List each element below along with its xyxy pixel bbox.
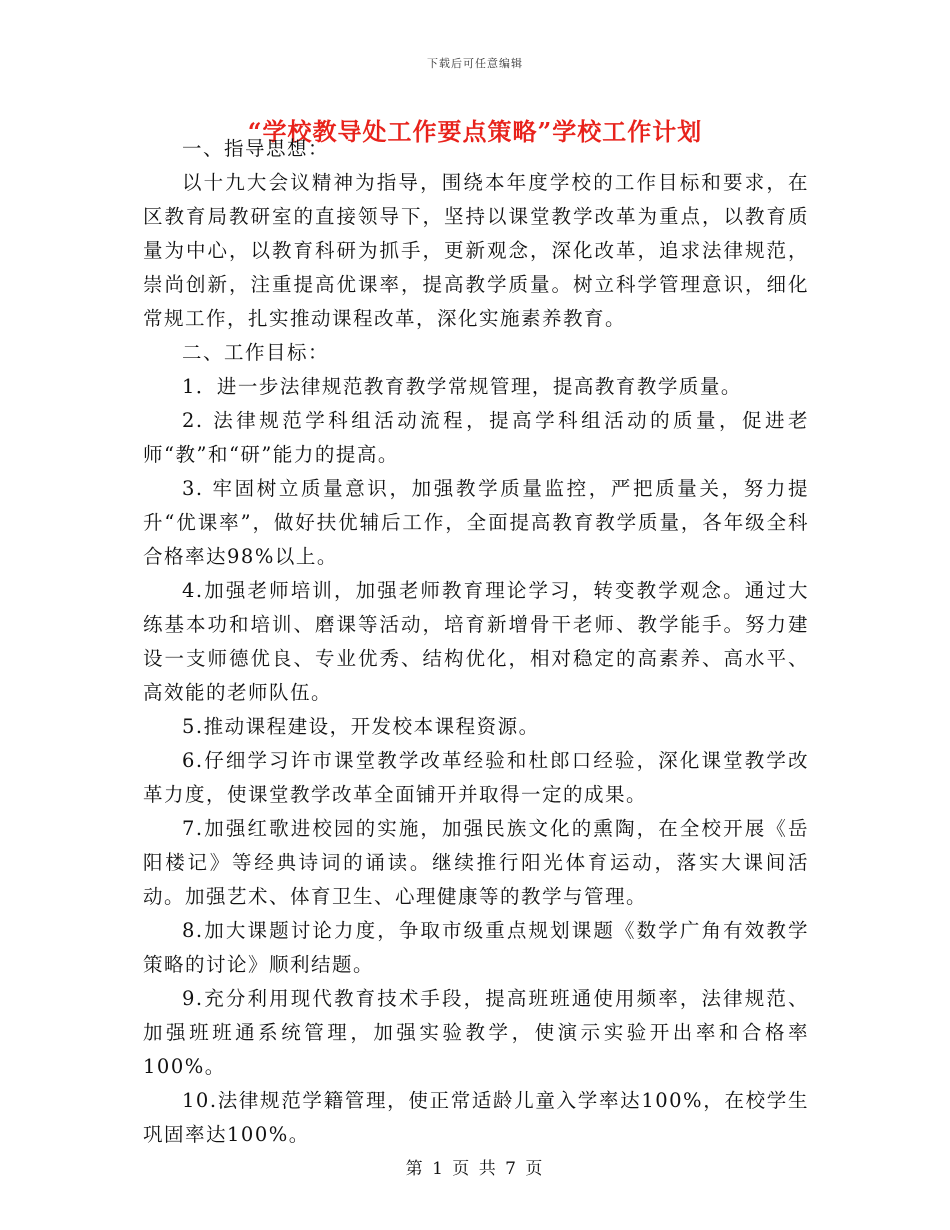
- goal-item-6: 6.仔细学习许市课堂教学改革经验和杜郎口经验，深化课堂教学改革力度，使课堂教学改革全面铺开并取得一定的成果。: [143, 749, 809, 806]
- goal-item-3: 3. 牢固树立质量意识，加强教学质量监控，严把质量关，努力提升“优课率”，做好扶优辅后工作，全面提高教育教学质量，各年级全科合格率达98%以上。: [143, 477, 809, 568]
- page-number-footer: 第 1 页 共 7 页: [405, 1159, 545, 1179]
- goal-item-1: 1．进一步法律规范教育教学常规管理，提高教育教学质量。: [182, 375, 742, 398]
- page-header-note: 下载后可任意编辑: [427, 57, 523, 70]
- paragraph-guiding-ideology: 以十九大会议精神为指导，围绕本年度学校的工作目标和要求，在区教育局教研室的直接领导下，坚持以课堂教学改革为重点，以教育质量为中心，以教育科研为抓手，更新观念，深化改革，追求法律规范，崇尚创新，注重提高优课率，提高教学质量。树立科学管理意识，细化常规工作，扎实推动课程改革，深化实施素养教育。: [143, 171, 809, 330]
- section-heading-work-goals: 二、工作目标：: [182, 341, 330, 364]
- document-body: [143, 132, 809, 1152]
- goal-item-2: 2. 法律规范学科组活动流程，提高学科组活动的质量，促进老师“教”和“研”能力的提高。: [143, 409, 809, 466]
- goal-item-10: 10.法律规范学籍管理，使正常适龄儿童入学率达100%，在校学生巩固率达100%。: [143, 1089, 809, 1146]
- goal-item-4: 4.加强老师培训，加强老师教育理论学习，转变教学观念。通过大练基本功和培训、磨课等活动，培育新增骨干老师、教学能手。努力建设一支师德优良、专业优秀、结构优化，相对稳定的高素养、高水平、高效能的老师队伍。: [143, 579, 809, 704]
- goal-item-5: 5.推动课程建设，开发校本课程资源。: [182, 715, 540, 738]
- section-heading-guiding-ideology: 一、指导思想：: [182, 137, 330, 160]
- goal-item-9: 9.充分利用现代教育技术手段，提高班班通使用频率，法律规范、加强班班通系统管理，加强实验教学，使演示实验开出率和合格率100%。: [143, 987, 809, 1078]
- goal-item-8: 8.加大课题讨论力度，争取市级重点规划课题《数学广角有效教学策略的讨论》顺利结题。: [143, 919, 809, 976]
- goal-item-7: 7.加强红歌进校园的实施，加强民族文化的熏陶，在全校开展《岳阳楼记》等经典诗词的诵读。继续推行阳光体育运动，落实大课间活动。加强艺术、体育卫生、心理健康等的教学与管理。: [143, 817, 809, 908]
- document-title: “学校教导处工作要点策略”学校工作计划: [247, 117, 703, 146]
